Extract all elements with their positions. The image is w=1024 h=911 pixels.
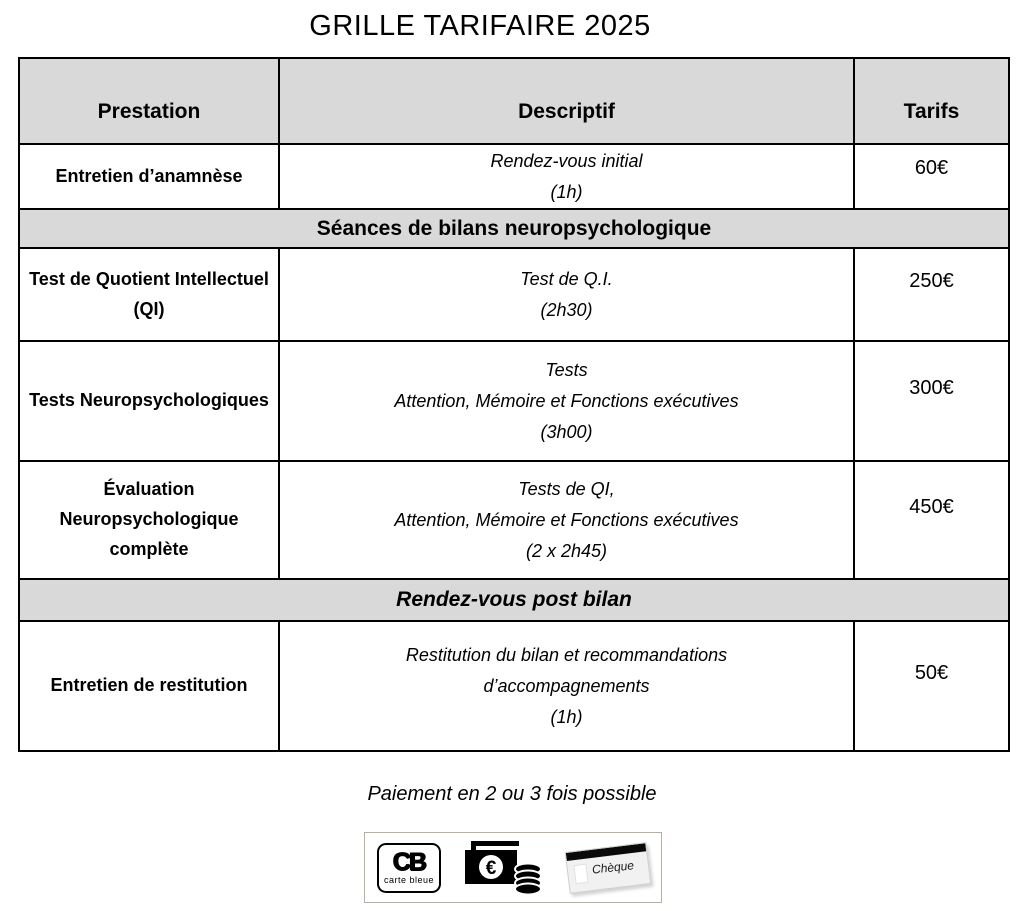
carte-bleue-icon xyxy=(377,843,441,893)
descriptif-line: Attention, Mémoire et Fonctions exécutives xyxy=(394,390,739,411)
cash-euro-graphic xyxy=(465,841,543,895)
table-row xyxy=(19,248,1009,341)
section-header-row xyxy=(19,579,1009,621)
descriptif-line: (2h30) xyxy=(540,299,593,320)
prestation-cell: Entretien d’anamnèse xyxy=(19,144,279,209)
svg-text:€: € xyxy=(485,857,497,879)
descriptif-line: (2 x 2h45) xyxy=(525,540,608,561)
prestation-cell: Test de Quotient Intellectuel (QI) xyxy=(19,248,279,341)
descriptif-line: Test de Q.I. xyxy=(520,268,613,289)
prestation-cell: Entretien de restitution xyxy=(19,621,279,751)
descriptif-cell xyxy=(279,144,854,209)
tarif-cell: 250€ xyxy=(854,248,1009,341)
descriptif-line: (1h) xyxy=(550,706,583,727)
cheque-top-bar xyxy=(566,843,646,861)
tarif-cell: 50€ xyxy=(854,621,1009,751)
tarif-cell: 450€ xyxy=(854,461,1009,579)
table-row xyxy=(19,461,1009,579)
descriptif-cell xyxy=(279,341,854,461)
cheque-stub xyxy=(573,863,588,883)
descriptif-line: (3h00) xyxy=(540,421,593,442)
table-row xyxy=(19,621,1009,751)
prestation-cell: Évaluation Neuropsychologique complète xyxy=(19,461,279,579)
descriptif-line: Tests xyxy=(545,359,588,380)
table-row xyxy=(19,144,1009,209)
descriptif-cell xyxy=(279,621,854,751)
descriptif-line: Tests de QI, xyxy=(518,478,615,499)
table-header-row xyxy=(19,58,1009,144)
descriptif-line: Attention, Mémoire et Fonctions exécutives xyxy=(394,509,739,530)
payment-methods-box xyxy=(364,832,662,903)
section-header-label: Séances de bilans neuropsychologique xyxy=(19,209,1009,248)
section-header-label: Rendez-vous post bilan xyxy=(19,579,1009,621)
section-header-row xyxy=(19,209,1009,248)
carte-bleue-label: carte bleue xyxy=(383,875,435,885)
payment-note: Paiement en 2 ou 3 fois possible xyxy=(367,783,657,805)
tarif-cell: 300€ xyxy=(854,341,1009,461)
header-tarifs: Tarifs xyxy=(854,58,1009,144)
header-descriptif: Descriptif xyxy=(279,58,854,144)
header-prestation: Prestation xyxy=(19,58,279,144)
cheque-label: Chèque xyxy=(591,857,635,877)
cash-euro-icon xyxy=(465,841,543,895)
page-title: GRILLE TARIFAIRE 2025 xyxy=(309,10,651,42)
descriptif-cell xyxy=(279,248,854,341)
descriptif-line: Rendez-vous initial xyxy=(490,150,643,171)
cb-logo-text: CB xyxy=(392,848,426,876)
descriptif-cell xyxy=(279,461,854,579)
descriptif-line: (1h) xyxy=(550,181,583,202)
descriptif-line: Restitution du bilan et recommandations xyxy=(405,644,728,665)
tarif-cell: 60€ xyxy=(854,144,1009,209)
prestation-cell: Tests Neuropsychologiques xyxy=(19,341,279,461)
table-row xyxy=(19,341,1009,461)
descriptif-line: d’accompagnements xyxy=(483,675,650,696)
pricing-table xyxy=(18,57,1010,752)
cheque-icon xyxy=(565,842,652,894)
